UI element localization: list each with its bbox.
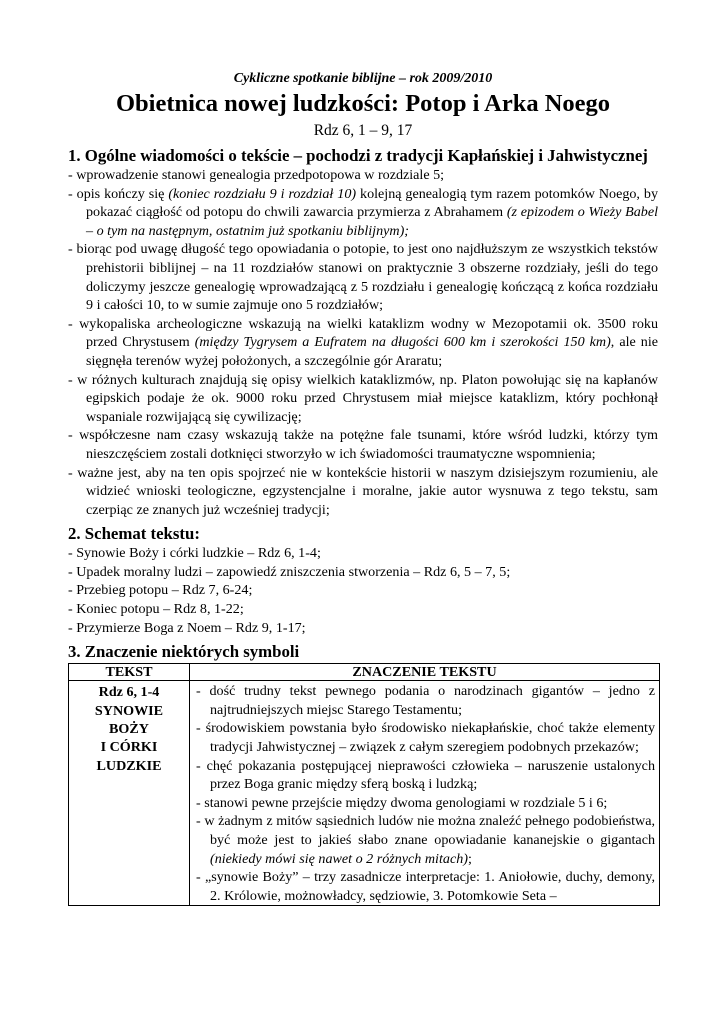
text-cell: [69, 681, 190, 906]
list-item: - w różnych kulturach znajdują się opisy wielkich kataklizmów, np. Platon powołując się na kapłanów egipskich podaje że ok. 9000 roku przed Chrystusem miał miejsce kataklizm, który pochłonął wspaniale rozwijającą się cywilizację;: [68, 371, 658, 427]
list-item: - opis kończy się (koniec rozdziału 9 i rozdział 10) kolejną genealogią tym razem potomków Noego, by pokazać ciągłość od potopu do chwili zawarcia przymierza z Abrahamem (z epizodem o Wieży Babel – o tym na następnym, ostatnim już spotkaniu biblijnym);: [68, 185, 658, 241]
list-item: - ważne jest, aby na ten opis spojrzeć nie w kontekście historii w naszym dzisiejszym rozumieniu, ale widzieć wnioski teologiczne, egzystencjalne i moralne, jakie autor wysnuwa z tego tekstu, sam czerpiąc ze znanych już wcześniej tradycji;: [68, 464, 658, 520]
passage-label-line: SYNOWIE: [94, 702, 164, 719]
list-item: - Synowie Boży i córki ludzkie – Rdz 6, 1-4;: [68, 544, 658, 563]
symbols-table: [68, 663, 660, 906]
list-item: - Przebieg potopu – Rdz 7, 6-24;: [68, 581, 658, 600]
list-item: - Upadek moralny ludzi – zapowiedź zniszczenia stworzenia – Rdz 6, 5 – 7, 5;: [68, 563, 658, 582]
list-item: - stanowi pewne przejście między dwoma genologiami w rozdziale 5 i 6;: [196, 794, 655, 813]
section-3-heading: 3. Znaczenie niektórych symboli: [68, 642, 300, 662]
section-1-list: [68, 166, 658, 519]
meaning-cell: [190, 681, 660, 906]
passage-label-line: BOŻY: [109, 721, 149, 738]
document-page: [68, 70, 658, 906]
passage-label-line: I CÓRKI: [100, 739, 158, 756]
list-item: - Przymierze Boga z Noem – Rdz 9, 1-17;: [68, 619, 658, 638]
list-item: - współczesne nam czasy wskazują także na potężne fale tsunami, które wśród ludzki, którzy tym nieszczęściem zostali dotknięci stworzyło w ich świadomości traumatyczne wspomnienia;: [68, 426, 658, 463]
section-2-heading: 2. Schemat tekstu:: [68, 524, 200, 544]
table-header-row: [69, 664, 660, 681]
document-kicker: Cykliczne spotkanie biblijne – rok 2009/2010: [233, 71, 493, 86]
list-item: - Koniec potopu – Rdz 8, 1-22;: [68, 600, 658, 619]
meaning-list: [196, 682, 655, 905]
list-item: - chęć pokazania postępującej nieprawości człowieka – naruszenie ustalonych przez Boga granic między sferą boską i ludzką;: [196, 757, 655, 794]
document-title: Obietnica nowej ludzkości: Potop i Arka Noego: [115, 90, 611, 117]
table-row: [69, 681, 660, 906]
bible-reference: Rdz 6, 1 – 9, 17: [313, 122, 413, 139]
list-item: - „synowie Boży” – trzy zasadnicze interpretacje: 1. Aniołowie, duchy, demony, 2. Królowie, możnowładcy, sędziowie, 3. Potomkowie Seta –: [196, 868, 655, 905]
passage-reference: Rdz 6, 1-4: [98, 684, 160, 701]
section-2-list: [68, 544, 658, 637]
list-item: - wprowadzenie stanowi genealogia przedpotopowa w rozdziale 5;: [68, 166, 658, 185]
section-1-heading: 1. Ogólne wiadomości o tekście – pochodzi z tradycji Kapłańskiej i Jahwistycznej: [68, 146, 648, 165]
list-item: - w żadnym z mitów sąsiednich ludów nie można znaleźć pełnego podobieństwa, być może jest to jakieś słabo znane opowiadanie kananejskie o gigantach (niekiedy mówi się nawet o 2 różnych mitach);: [196, 812, 655, 868]
column-header-meaning: ZNACZENIE TEKSTU: [190, 664, 660, 681]
list-item: - środowiskiem powstania było środowisko niekapłańskie, choć także elementy tradycji Jahwistycznej – związek z całym szeregiem podobnych przekazów;: [196, 719, 655, 756]
list-item: - dość trudny tekst pewnego podania o narodzinach gigantów – jedno z najtrudniejszych miejsc Starego Testamentu;: [196, 682, 655, 719]
list-item: - wykopaliska archeologiczne wskazują na wielki kataklizm wodny w Mezopotamii ok. 3500 roku przed Chrystusem (między Tygrysem a Eufratem na długości 600 km i szerokości 150 km), ale nie sięgnęła terenów wyżej położonych, a szczególnie gór Araratu;: [68, 315, 658, 371]
list-item: - biorąc pod uwagę długość tego opowiadania o potopie, to jest ono najdłuższym ze wszystkich tekstów prehistorii biblijnej – na 11 rozdziałów stanowi on praktycznie 3 obszerne rozdziały, jeśli do tego doliczymy jeszcze genealogię wprowadzającą z 5 rozdziału i genealogię kończącą z końca rozdziału 9 i całości 10, to w sumie zajmuje ono 5 rozdziałów;: [68, 240, 658, 314]
passage-label-line: LUDZKIE: [96, 757, 162, 774]
column-header-text: TEKST: [69, 664, 190, 681]
